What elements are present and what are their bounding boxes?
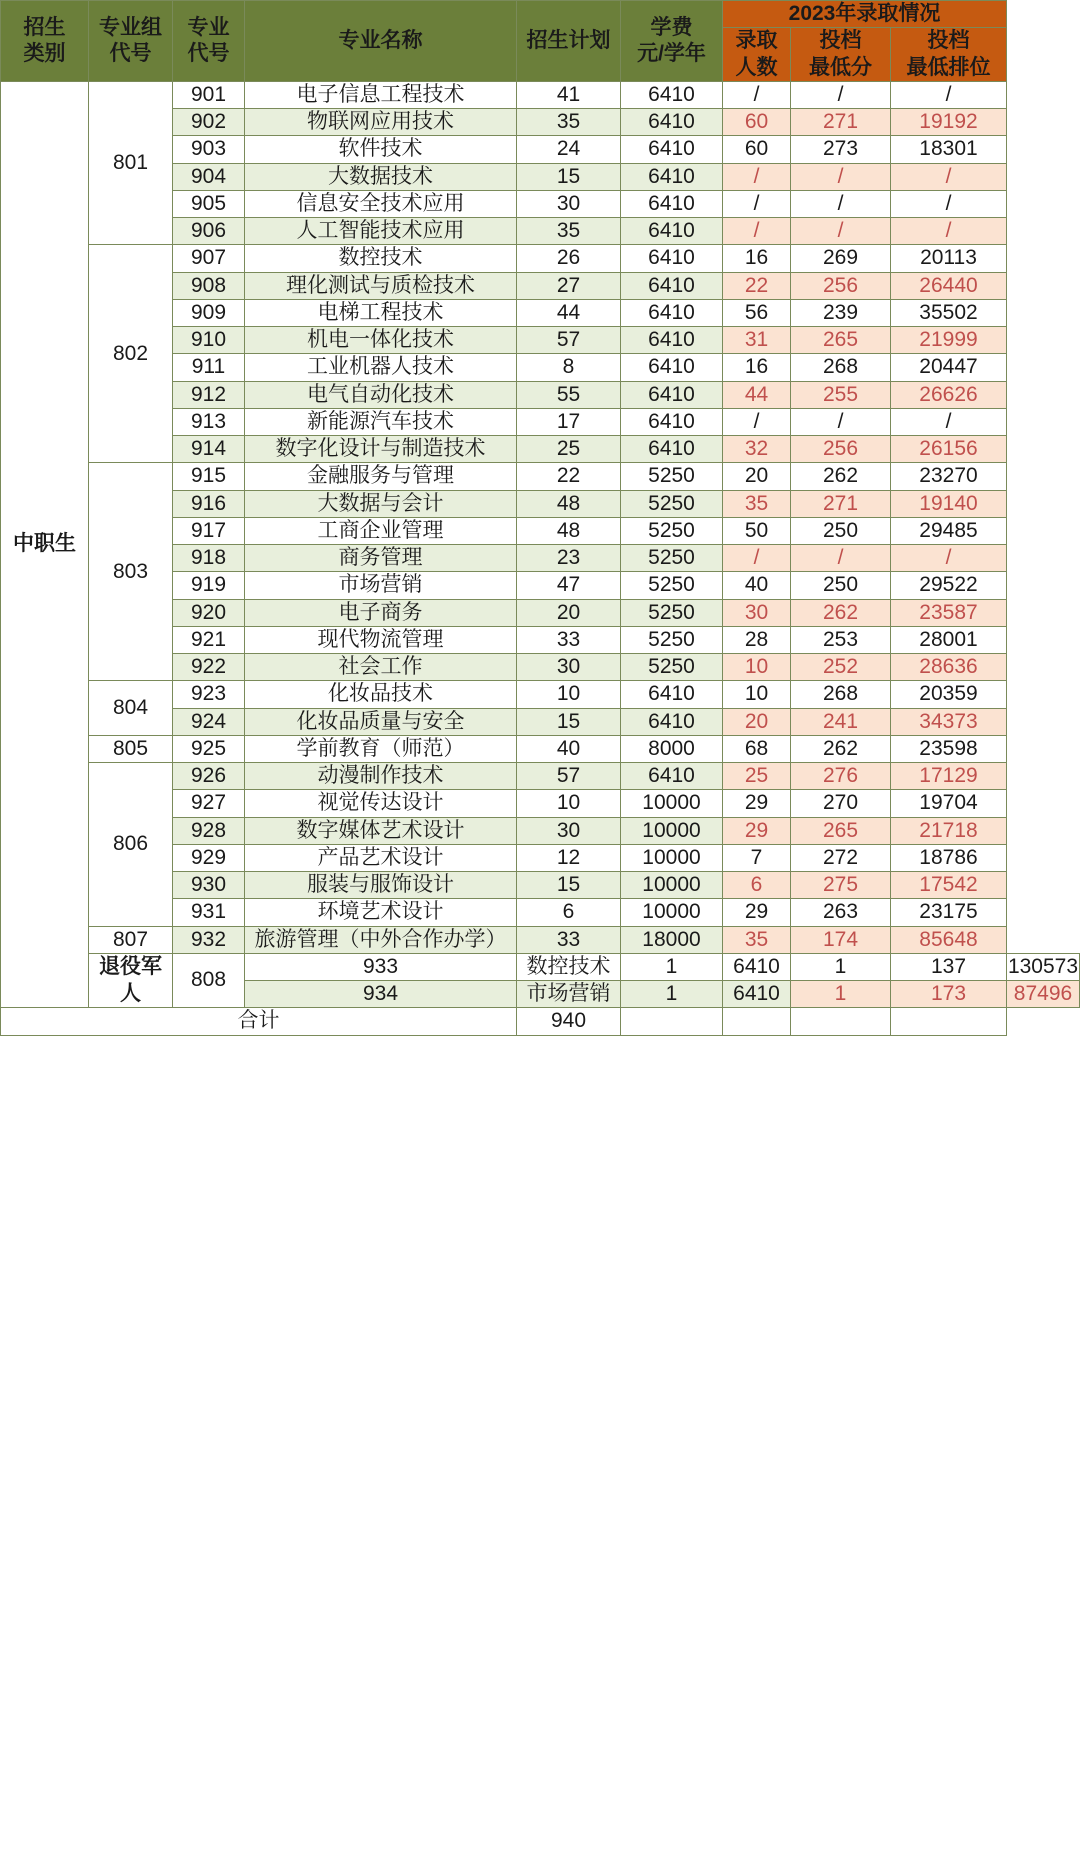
footer-total-plan: 940	[517, 1008, 621, 1035]
cell-admitted-count: /	[723, 218, 791, 245]
cell-major-code: 922	[173, 654, 245, 681]
cell-tuition: 6410	[621, 81, 723, 108]
header-tuition-line2: 元/学年	[637, 41, 706, 65]
cell-major-name: 电气自动化技术	[245, 381, 517, 408]
cell-min-rank: 28001	[891, 626, 1007, 653]
cell-min-rank: 23175	[891, 899, 1007, 926]
cell-admitted-count: 29	[723, 790, 791, 817]
cell-major-code: 928	[173, 817, 245, 844]
cell-tuition: 8000	[621, 735, 723, 762]
cell-enrollment-plan: 30	[517, 654, 621, 681]
cell-min-rank: 17129	[891, 763, 1007, 790]
cell-major-name: 大数据技术	[245, 163, 517, 190]
cell-major-name: 机电一体化技术	[245, 327, 517, 354]
cell-min-rank: 20359	[891, 681, 1007, 708]
cell-min-score: 241	[791, 708, 891, 735]
cell-min-score: /	[791, 545, 891, 572]
cell-major-group-code: 806	[89, 763, 173, 927]
table-row	[1, 763, 1080, 790]
table-footer	[1, 1008, 1080, 1035]
header-group-line1: 专业组	[99, 15, 162, 39]
header-major-code	[173, 1, 245, 82]
cell-min-rank: 19192	[891, 109, 1007, 136]
cell-min-rank: /	[891, 408, 1007, 435]
cell-enrollment-plan: 10	[517, 790, 621, 817]
cell-min-score: 268	[791, 681, 891, 708]
cell-major-code: 902	[173, 109, 245, 136]
table-row	[1, 463, 1080, 490]
cell-admitted-count: 16	[723, 245, 791, 272]
cell-min-score: 265	[791, 327, 891, 354]
cell-min-rank: 34373	[891, 708, 1007, 735]
cell-min-rank: /	[891, 190, 1007, 217]
cell-enrollment-plan: 24	[517, 136, 621, 163]
cell-major-name: 环境艺术设计	[245, 899, 517, 926]
cell-enrollment-plan: 55	[517, 381, 621, 408]
footer-total-label: 合计	[1, 1008, 517, 1035]
cell-enrollment-plan: 26	[517, 245, 621, 272]
cell-major-name: 软件技术	[245, 136, 517, 163]
cell-major-name: 产品艺术设计	[245, 844, 517, 871]
cell-admitted-count: 20	[723, 463, 791, 490]
cell-tuition: 10000	[621, 872, 723, 899]
cell-major-code: 909	[173, 299, 245, 326]
cell-tuition: 10000	[621, 899, 723, 926]
cell-enrollment-plan: 44	[517, 299, 621, 326]
header-category-line1: 招生	[23, 15, 66, 39]
cell-min-score: 269	[791, 245, 891, 272]
cell-admitted-count: 1	[791, 953, 891, 980]
cell-tuition: 6410	[621, 218, 723, 245]
footer-blank-admitted	[723, 1008, 791, 1035]
cell-enrollment-plan: 17	[517, 408, 621, 435]
cell-tuition: 6410	[621, 272, 723, 299]
table-row	[1, 681, 1080, 708]
table-row	[1, 245, 1080, 272]
cell-enrollment-plan: 10	[517, 681, 621, 708]
cell-enrollment-plan: 33	[517, 626, 621, 653]
cell-enrollment-plan: 33	[517, 926, 621, 953]
cell-min-score: 276	[791, 763, 891, 790]
cell-major-group-code: 805	[89, 735, 173, 762]
cell-enrollment-plan: 48	[517, 490, 621, 517]
footer-blank-fee	[621, 1008, 723, 1035]
cell-admitted-count: /	[723, 408, 791, 435]
cell-min-score: 271	[791, 490, 891, 517]
cell-admitted-count: 31	[723, 327, 791, 354]
header-min-score-line2: 最低分	[809, 55, 872, 79]
cell-min-rank: 18786	[891, 844, 1007, 871]
cell-min-score: 137	[891, 953, 1007, 980]
header-admitted-line2: 人数	[735, 55, 778, 79]
cell-min-score: 268	[791, 354, 891, 381]
cell-enrollment-plan: 41	[517, 81, 621, 108]
cell-admitted-count: 68	[723, 735, 791, 762]
cell-major-code: 932	[173, 926, 245, 953]
cell-major-name: 旅游管理（中外合作办学）	[245, 926, 517, 953]
cell-admitted-count: 56	[723, 299, 791, 326]
cell-major-code: 910	[173, 327, 245, 354]
header-min-rank	[891, 28, 1007, 82]
cell-major-name: 工业机器人技术	[245, 354, 517, 381]
cell-tuition: 5250	[621, 490, 723, 517]
cell-enrollment-plan: 35	[517, 109, 621, 136]
cell-admitted-count: 44	[723, 381, 791, 408]
header-category	[1, 1, 89, 82]
cell-major-name: 大数据与会计	[245, 490, 517, 517]
cell-min-score: 271	[791, 109, 891, 136]
cell-major-code: 925	[173, 735, 245, 762]
cell-min-score: 252	[791, 654, 891, 681]
cell-major-code: 926	[173, 763, 245, 790]
cell-enrollment-plan: 40	[517, 735, 621, 762]
table-row	[1, 735, 1080, 762]
cell-admitted-count: /	[723, 545, 791, 572]
cell-tuition: 5250	[621, 517, 723, 544]
cell-major-code: 903	[173, 136, 245, 163]
cell-admitted-count: /	[723, 163, 791, 190]
cell-min-score: 256	[791, 272, 891, 299]
cell-tuition: 6410	[621, 354, 723, 381]
cell-major-code: 906	[173, 218, 245, 245]
cell-admitted-count: 30	[723, 599, 791, 626]
cell-min-score: /	[791, 81, 891, 108]
cell-min-rank: 23270	[891, 463, 1007, 490]
cell-major-code: 904	[173, 163, 245, 190]
table-body	[1, 81, 1080, 1008]
header-major-group-code	[89, 1, 173, 82]
cell-tuition: 6410	[723, 981, 791, 1008]
table-row	[1, 81, 1080, 108]
cell-major-code: 927	[173, 790, 245, 817]
cell-enrollment-plan: 30	[517, 190, 621, 217]
cell-major-code: 917	[173, 517, 245, 544]
cell-major-name: 化妆品技术	[245, 681, 517, 708]
cell-admitted-count: 60	[723, 109, 791, 136]
cell-major-code: 908	[173, 272, 245, 299]
cell-admitted-count: 10	[723, 681, 791, 708]
cell-tuition: 6410	[621, 245, 723, 272]
cell-tuition: 6410	[621, 681, 723, 708]
cell-major-name: 数字化设计与制造技术	[245, 436, 517, 463]
cell-min-score: 270	[791, 790, 891, 817]
cell-tuition: 6410	[621, 190, 723, 217]
cell-major-name: 电子信息工程技术	[245, 81, 517, 108]
header-group-line2: 代号	[109, 41, 152, 65]
cell-enrollment-plan: 12	[517, 844, 621, 871]
cell-major-code: 905	[173, 190, 245, 217]
cell-major-name: 化妆品质量与安全	[245, 708, 517, 735]
cell-admitted-count: 29	[723, 817, 791, 844]
cell-major-code: 924	[173, 708, 245, 735]
cell-major-name: 视觉传达设计	[245, 790, 517, 817]
cell-admitted-count: 20	[723, 708, 791, 735]
cell-admitted-count: /	[723, 81, 791, 108]
cell-min-rank: 26156	[891, 436, 1007, 463]
cell-min-rank: /	[891, 81, 1007, 108]
cell-enrollment-plan: 1	[621, 981, 723, 1008]
cell-min-rank: 87496	[1007, 981, 1080, 1008]
cell-min-rank: 19704	[891, 790, 1007, 817]
table-row	[1, 953, 1080, 980]
cell-admitted-count: /	[723, 190, 791, 217]
cell-enrollment-plan: 57	[517, 327, 621, 354]
cell-enrollment-plan: 8	[517, 354, 621, 381]
header-major-name: 专业名称	[245, 1, 517, 82]
cell-admitted-count: 6	[723, 872, 791, 899]
cell-admitted-count: 28	[723, 626, 791, 653]
cell-major-name: 新能源汽车技术	[245, 408, 517, 435]
cell-min-score: 174	[791, 926, 891, 953]
cell-min-score: 265	[791, 817, 891, 844]
cell-major-code: 916	[173, 490, 245, 517]
table-header	[1, 1, 1080, 82]
cell-enrollment-plan: 15	[517, 708, 621, 735]
cell-enrollment-plan: 1	[621, 953, 723, 980]
header-admitted-line1: 录取	[735, 29, 778, 53]
header-tuition	[621, 1, 723, 82]
header-major-code-line2: 代号	[187, 41, 230, 65]
cell-major-name: 市场营销	[245, 572, 517, 599]
cell-tuition: 5250	[621, 654, 723, 681]
cell-min-score: 262	[791, 599, 891, 626]
cell-tuition: 5250	[621, 463, 723, 490]
cell-min-rank: 85648	[891, 926, 1007, 953]
cell-min-rank: /	[891, 545, 1007, 572]
cell-min-score: 255	[791, 381, 891, 408]
header-category-line2: 类别	[23, 41, 66, 65]
cell-min-score: 275	[791, 872, 891, 899]
cell-min-rank: 19140	[891, 490, 1007, 517]
cell-major-name: 信息安全技术应用	[245, 190, 517, 217]
cell-admitted-count: 50	[723, 517, 791, 544]
cell-min-rank: 20113	[891, 245, 1007, 272]
cell-min-score: /	[791, 408, 891, 435]
cell-major-code: 915	[173, 463, 245, 490]
cell-tuition: 6410	[621, 436, 723, 463]
cell-major-name: 学前教育（师范）	[245, 735, 517, 762]
cell-tuition: 5250	[621, 626, 723, 653]
cell-major-name: 数字媒体艺术设计	[245, 817, 517, 844]
cell-major-name: 市场营销	[517, 981, 621, 1008]
cell-enrollment-plan: 57	[517, 763, 621, 790]
cell-enrollment-plan: 15	[517, 872, 621, 899]
cell-major-name: 数控技术	[245, 245, 517, 272]
cell-tuition: 6410	[621, 763, 723, 790]
cell-min-rank: 23598	[891, 735, 1007, 762]
header-tuition-line1: 学费	[650, 15, 693, 39]
cell-min-score: 262	[791, 735, 891, 762]
cell-major-name: 理化测试与质检技术	[245, 272, 517, 299]
cell-min-rank: 23587	[891, 599, 1007, 626]
cell-min-score: 273	[791, 136, 891, 163]
cell-major-code: 930	[173, 872, 245, 899]
cell-major-name: 服装与服饰设计	[245, 872, 517, 899]
cell-major-code: 919	[173, 572, 245, 599]
cell-tuition: 5250	[621, 545, 723, 572]
cell-tuition: 10000	[621, 817, 723, 844]
cell-enrollment-plan: 15	[517, 163, 621, 190]
cell-min-rank: /	[891, 163, 1007, 190]
cell-min-rank: 35502	[891, 299, 1007, 326]
cell-major-code: 918	[173, 545, 245, 572]
cell-admitted-count: 40	[723, 572, 791, 599]
footer-blank-score	[791, 1008, 891, 1035]
cell-min-rank: 28636	[891, 654, 1007, 681]
cell-major-name: 商务管理	[245, 545, 517, 572]
cell-major-name: 工商企业管理	[245, 517, 517, 544]
cell-tuition: 5250	[621, 599, 723, 626]
header-enrollment-plan: 招生计划	[517, 1, 621, 82]
cell-major-name: 现代物流管理	[245, 626, 517, 653]
cell-min-rank: 17542	[891, 872, 1007, 899]
cell-min-rank: 18301	[891, 136, 1007, 163]
cell-admitted-count: 10	[723, 654, 791, 681]
cell-tuition: 6410	[621, 299, 723, 326]
cell-admitted-count: 16	[723, 354, 791, 381]
cell-major-name: 电梯工程技术	[245, 299, 517, 326]
cell-major-code: 929	[173, 844, 245, 871]
cell-tuition: 6410	[621, 708, 723, 735]
cell-min-rank: 20447	[891, 354, 1007, 381]
cell-min-score: /	[791, 190, 891, 217]
cell-major-group-code: 807	[89, 926, 173, 953]
cell-min-rank: 26626	[891, 381, 1007, 408]
cell-min-score: 256	[791, 436, 891, 463]
cell-tuition: 10000	[621, 790, 723, 817]
cell-min-score: 253	[791, 626, 891, 653]
cell-major-code: 914	[173, 436, 245, 463]
cell-major-code: 923	[173, 681, 245, 708]
cell-tuition: 6410	[621, 109, 723, 136]
cell-tuition: 6410	[621, 408, 723, 435]
header-min-score	[791, 28, 891, 82]
cell-min-rank: 21999	[891, 327, 1007, 354]
cell-tuition: 6410	[723, 953, 791, 980]
cell-major-code: 913	[173, 408, 245, 435]
cell-min-score: 173	[891, 981, 1007, 1008]
cell-major-group-code: 808	[173, 953, 245, 1008]
cell-admitted-count: 1	[791, 981, 891, 1008]
cell-major-group-code: 803	[89, 463, 173, 681]
cell-enrollment-plan: 48	[517, 517, 621, 544]
cell-major-name: 物联网应用技术	[245, 109, 517, 136]
cell-admitted-count: 35	[723, 490, 791, 517]
cell-min-score: /	[791, 163, 891, 190]
header-min-score-line1: 投档	[819, 29, 862, 53]
cell-tuition: 6410	[621, 327, 723, 354]
cell-tuition: 18000	[621, 926, 723, 953]
cell-enrollment-plan: 20	[517, 599, 621, 626]
cell-major-code: 921	[173, 626, 245, 653]
cell-min-score: 239	[791, 299, 891, 326]
cell-tuition: 6410	[621, 163, 723, 190]
cell-admitted-count: 25	[723, 763, 791, 790]
cell-min-rank: 29522	[891, 572, 1007, 599]
cell-enrollment-plan: 27	[517, 272, 621, 299]
cell-category: 中职生	[1, 81, 89, 1008]
cell-enrollment-plan: 30	[517, 817, 621, 844]
cell-major-code: 920	[173, 599, 245, 626]
table-row	[1, 926, 1080, 953]
cell-enrollment-plan: 6	[517, 899, 621, 926]
cell-major-code: 907	[173, 245, 245, 272]
cell-min-score: 263	[791, 899, 891, 926]
cell-major-group-code: 804	[89, 681, 173, 736]
cell-min-score: /	[791, 218, 891, 245]
cell-min-rank: /	[891, 218, 1007, 245]
cell-enrollment-plan: 23	[517, 545, 621, 572]
cell-admitted-count: 22	[723, 272, 791, 299]
cell-major-code: 934	[245, 981, 517, 1008]
cell-tuition: 5250	[621, 572, 723, 599]
header-min-rank-line1: 投档	[927, 29, 970, 53]
cell-major-code: 912	[173, 381, 245, 408]
cell-major-name: 电子商务	[245, 599, 517, 626]
cell-admitted-count: 29	[723, 899, 791, 926]
cell-major-group-code: 801	[89, 81, 173, 245]
header-admitted-count	[723, 28, 791, 82]
cell-min-rank: 130573	[1007, 953, 1080, 980]
cell-admitted-count: 60	[723, 136, 791, 163]
cell-major-name: 动漫制作技术	[245, 763, 517, 790]
cell-major-name: 金融服务与管理	[245, 463, 517, 490]
cell-major-code: 933	[245, 953, 517, 980]
cell-major-group-code: 802	[89, 245, 173, 463]
cell-min-score: 262	[791, 463, 891, 490]
footer-blank-rank	[891, 1008, 1007, 1035]
header-min-rank-line2: 最低排位	[906, 55, 991, 79]
cell-enrollment-plan: 35	[517, 218, 621, 245]
cell-tuition: 10000	[621, 844, 723, 871]
cell-major-code: 901	[173, 81, 245, 108]
cell-admitted-count: 32	[723, 436, 791, 463]
cell-min-rank: 29485	[891, 517, 1007, 544]
cell-tuition: 6410	[621, 381, 723, 408]
cell-min-score: 250	[791, 572, 891, 599]
cell-min-rank: 26440	[891, 272, 1007, 299]
header-major-code-line1: 专业	[187, 15, 230, 39]
cell-enrollment-plan: 47	[517, 572, 621, 599]
cell-admitted-count: 35	[723, 926, 791, 953]
cell-major-name: 社会工作	[245, 654, 517, 681]
cell-min-score: 272	[791, 844, 891, 871]
cell-major-code: 911	[173, 354, 245, 381]
header-admission-stats-2023: 2023年录取情况	[723, 1, 1007, 28]
cell-min-score: 250	[791, 517, 891, 544]
cell-major-name: 人工智能技术应用	[245, 218, 517, 245]
cell-min-rank: 21718	[891, 817, 1007, 844]
cell-tuition: 6410	[621, 136, 723, 163]
cell-enrollment-plan: 25	[517, 436, 621, 463]
cell-admitted-count: 7	[723, 844, 791, 871]
cell-major-name: 数控技术	[517, 953, 621, 980]
cell-enrollment-plan: 22	[517, 463, 621, 490]
cell-category: 退役军人	[89, 953, 173, 1008]
cell-major-code: 931	[173, 899, 245, 926]
